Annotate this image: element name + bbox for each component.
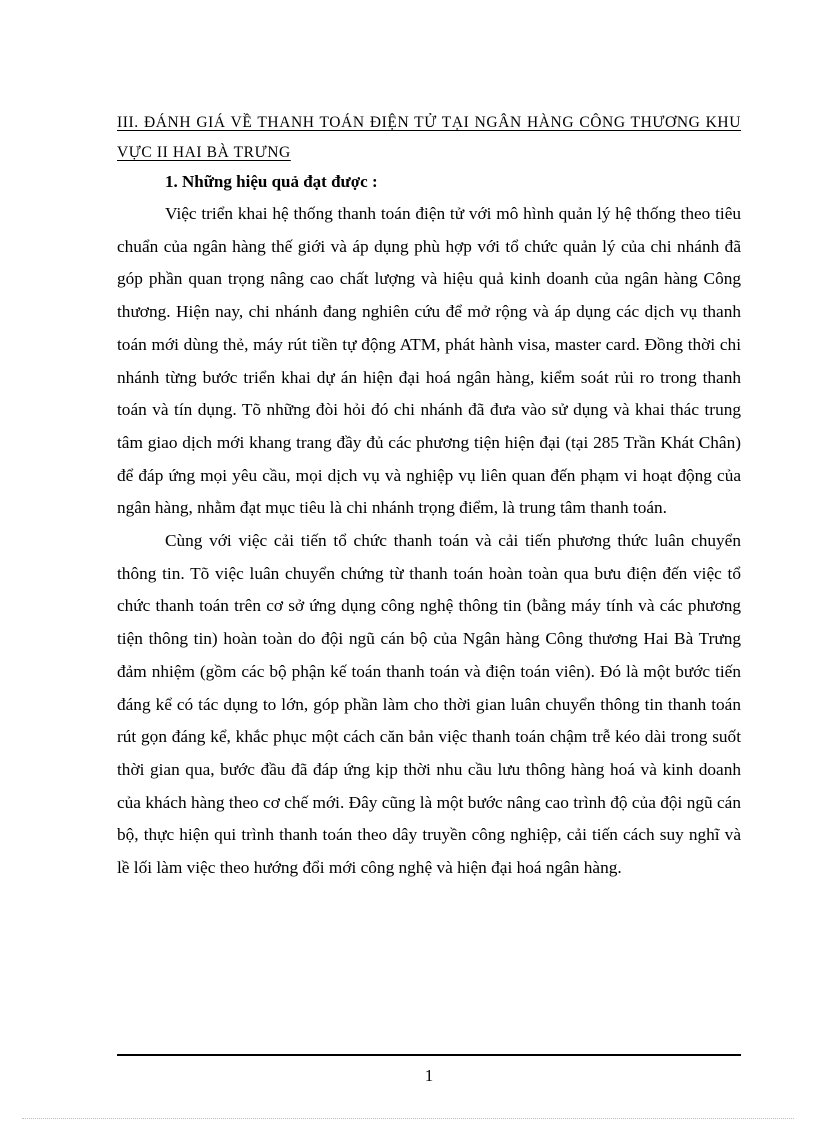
subsection-title: 1. Những hiệu quả đạt được :: [165, 172, 378, 191]
page-edge-dotted-line: [22, 1118, 794, 1119]
section-title-text: III. ĐÁNH GIÁ VỀ THANH TOÁN ĐIỆN TỬ TẠI NGÂN HÀNG CÔNG THƯƠNG KHU VỰC II HAI BÀ TRƯNG: [117, 114, 741, 161]
section-title: [117, 108, 741, 168]
paragraph-1: Việc triển khai hệ thống thanh toán điện tử với mô hình quản lý hệ thống theo tiêu chuẩn của ngân hàng thế giới và áp dụng phù hợp với tổ chức quản lý của chi nhánh đã góp phần quan trọng nâng cao chất lượng và hiệu quả kinh doanh của ngân hàng Công thương. Hiện nay, chi nhánh đang nghiên cứu để mở rộng và áp dụng các dịch vụ thanh toán mới dùng thẻ, máy rút tiền tự động ATM, phát hành visa, master card. Đồng thời chi nhánh từng bước triển khai dự án hiện đại hoá ngân hàng, kiểm soát rủi ro trong thanh toán và tín dụng. Tõ những đòi hỏi đó chi nhánh đã đưa vào sử dụng và khai thác trung tâm giao dịch mới khang trang đầy đủ các phương tiện hiện đại (tại 285 Trần Khát Chân) để đáp ứng mọi yêu cầu, mọi dịch vụ và nghiệp vụ liên quan đến phạm vi hoạt động của ngân hàng, nhằm đạt mục tiêu là chi nhánh trọng điểm, là trung tâm thanh toán.: [117, 204, 741, 518]
body-text: [117, 198, 741, 885]
page-number: 1: [424, 1066, 434, 1085]
paragraph-2: Cùng với việc cải tiến tổ chức thanh toán và cải tiến phương thức luân chuyển thông tin. Tõ việc luân chuyển chứng từ thanh toán hoàn toàn qua bưu điện đến việc tổ chức thanh toán trên cơ sở ứng dụng công nghệ thông tin (bằng máy tính và các phương tiện thông tin) hoàn toàn do đội ngũ cán bộ của Ngân hàng Công thương Hai Bà Trưng đảm nhiệm (gồm các bộ phận kế toán thanh toán và điện toán viên). Đó là một bước tiến đáng kể có tác dụng to lớn, góp phần làm cho thời gian luân chuyển thông tin thanh toán rút gọn đáng kể, khắc phục một cách căn bản việc thanh toán chậm trễ kéo dài trong suốt thời gian qua, bước đầu đã đáp ứng kịp thời nhu cầu lưu thông hàng hoá và kinh doanh của khách hàng theo cơ chế mới. Đây cũng là một bước nâng cao trình độ của đội ngũ cán bộ, thực hiện qui trình thanh toán theo dây truyền công nghiệp, cải tiến cách suy nghĩ và lề lối làm việc theo hướng đổi mới công nghệ và hiện đại hoá ngân hàng.: [117, 531, 741, 878]
footer-divider: [117, 1054, 741, 1056]
